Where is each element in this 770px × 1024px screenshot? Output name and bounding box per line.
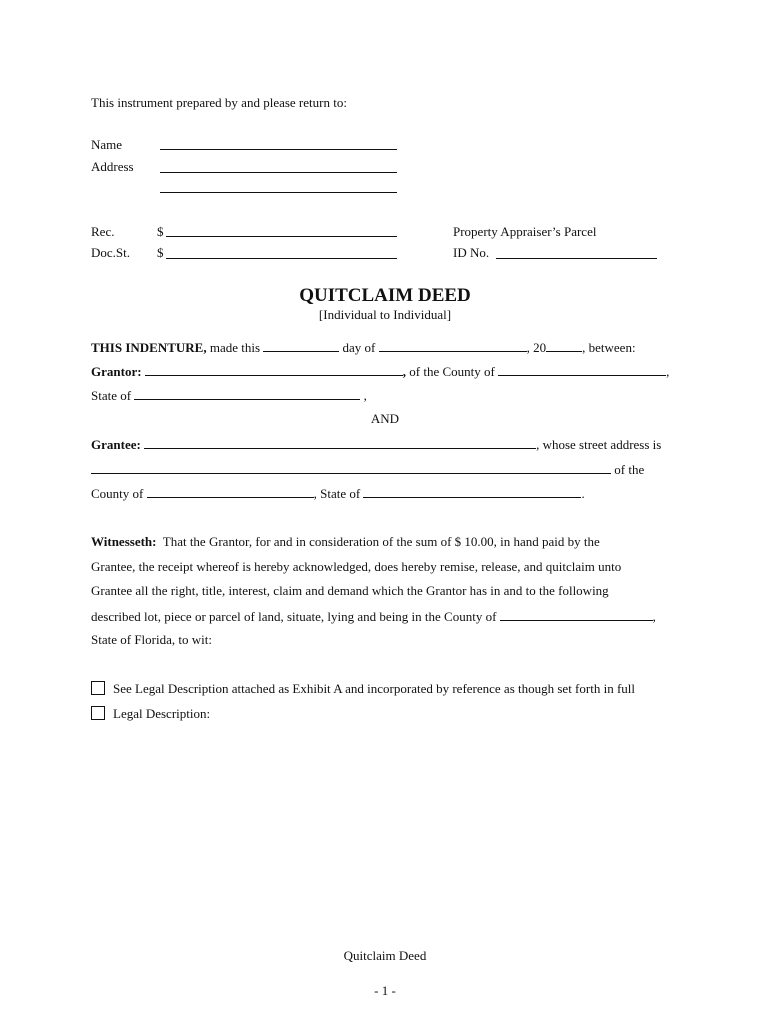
legal-description-checkbox[interactable]	[91, 706, 105, 720]
grantor-line	[91, 363, 669, 380]
docst-label: Doc.St.	[91, 245, 130, 260]
witnesseth-line-3: Grantee all the right, title, interest, claim and demand which the Grantor has in and to the following	[91, 583, 609, 598]
name-field[interactable]	[160, 149, 397, 150]
month-field[interactable]	[379, 339, 527, 352]
exhibit-checkbox[interactable]	[91, 681, 105, 695]
grantor-state-text: State of	[91, 388, 132, 403]
grantee-address-line	[91, 461, 644, 478]
prepared-by-text: This instrument prepared by and please return to:	[91, 95, 347, 110]
grantor-state-comma: ,	[363, 388, 367, 403]
grantee-of-the-text: of the	[614, 462, 645, 477]
witnesseth-line-1	[91, 534, 600, 550]
grantee-county-text: County of	[91, 486, 144, 501]
grantor-county-field[interactable]	[498, 363, 666, 376]
grantee-label: Grantee:	[91, 437, 141, 452]
grantee-whose-text: , whose street address is	[536, 437, 662, 452]
grantor-county-text: of the County of	[409, 364, 495, 379]
grantor-state-line	[91, 387, 367, 404]
year-prefix-text: , 20	[526, 340, 547, 355]
grantee-address-field[interactable]	[91, 461, 611, 474]
legal-county-comma: ,	[652, 609, 656, 624]
grantor-comma: ,	[402, 364, 407, 379]
grantor-label: Grantor:	[91, 364, 142, 379]
indenture-lead: THIS INDENTURE,	[91, 340, 207, 355]
rec-amount-field[interactable]	[166, 236, 397, 237]
grantor-name-field[interactable]	[145, 363, 403, 376]
deed-title: QUITCLAIM DEED	[299, 285, 471, 306]
grantee-state-field[interactable]	[363, 485, 581, 498]
exhibit-option	[91, 681, 635, 697]
witnesseth-line-2: Grantee, the receipt whereof is hereby acknowledged, does hereby remise, release, and quitclaim unto	[91, 559, 622, 574]
docst-amount-field[interactable]	[166, 258, 397, 259]
page-number: - 1 -	[374, 983, 396, 998]
grantee-line	[91, 436, 661, 453]
grantee-name-field[interactable]	[144, 436, 536, 449]
exhibit-option-label: See Legal Description attached as Exhibit A and incorporated by reference as though set forth in full	[113, 681, 635, 696]
witnesseth-line-4	[91, 608, 656, 625]
day-of-text: day of	[342, 340, 376, 355]
name-label: Name	[91, 137, 123, 152]
grantor-state-field[interactable]	[134, 387, 360, 400]
year-field[interactable]	[546, 339, 582, 352]
grantor-county-comma: ,	[666, 364, 670, 379]
deed-subtitle: [Individual to Individual]	[318, 307, 452, 322]
id-no-label: ID No.	[453, 245, 490, 260]
rec-dollar: $	[157, 224, 164, 239]
witnesseth-line-5: State of Florida, to wit:	[91, 632, 212, 647]
address-field-line-1[interactable]	[160, 172, 397, 173]
legal-option-label: Legal Description:	[113, 706, 211, 721]
witnesseth-label: Witnesseth:	[91, 534, 157, 549]
legal-option	[91, 706, 210, 722]
indenture-line	[91, 339, 636, 356]
address-field-line-2[interactable]	[160, 192, 397, 193]
between-text: , between:	[582, 340, 636, 355]
day-field[interactable]	[263, 339, 339, 352]
made-this-text: made this	[209, 340, 261, 355]
address-label: Address	[91, 159, 134, 174]
legal-county-field[interactable]	[500, 608, 653, 621]
parcel-id-field[interactable]	[496, 258, 657, 259]
witnesseth-text-1: That the Grantor, for and in consideration of the sum of $ 10.00, in hand paid by the	[162, 534, 600, 549]
footer-title: Quitclaim Deed	[343, 948, 427, 963]
witnesseth-text-4: described lot, piece or parcel of land, situate, lying and being in the County of	[91, 609, 497, 624]
and-text: AND	[370, 411, 400, 426]
grantee-county-line	[91, 485, 585, 502]
rec-label: Rec.	[91, 224, 115, 239]
grantee-period: .	[581, 486, 585, 501]
parcel-label: Property Appraiser’s Parcel	[453, 224, 597, 239]
docst-dollar: $	[157, 245, 164, 260]
grantee-state-text: , State of	[313, 486, 361, 501]
grantee-county-field[interactable]	[147, 485, 314, 498]
